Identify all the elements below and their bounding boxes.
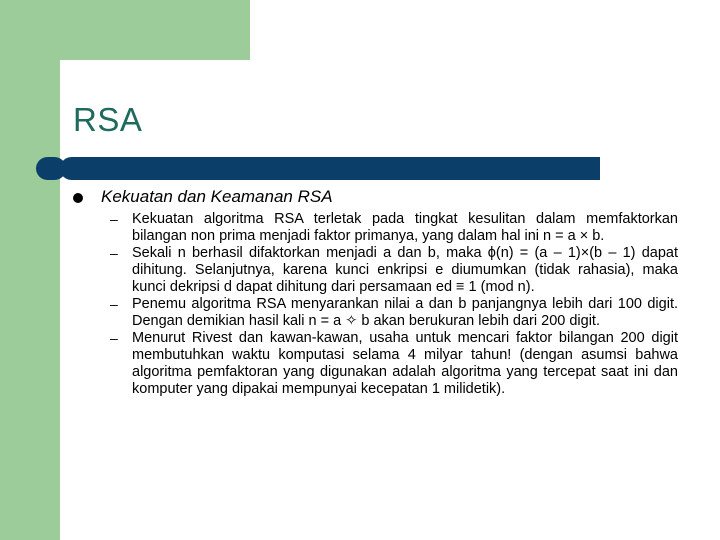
sub-bullet-item xyxy=(110,330,678,398)
slide-title: RSA xyxy=(73,101,143,138)
green-top-band xyxy=(0,0,250,60)
sub-bullet-item xyxy=(110,296,678,330)
sub-bullet-text: Menurut Rivest dan kawan-kawan, usaha untuk mencari faktor bilangan 200 digit membutuhkan waktu komputasi selama 4 milyar tahun! (dengan asumsi bahwa algoritma pemfaktoran yang digunakan adalah algoritma yang tercepat saat ini dan komputer yang dipakai mempunyai kecepatan 1 milidetik). xyxy=(132,330,678,397)
sub-bullet-item xyxy=(110,211,678,245)
dash-bullet: – xyxy=(110,296,118,312)
green-side-band xyxy=(0,0,60,540)
title-underline-bar xyxy=(60,157,600,180)
sub-bullet-text: Penemu algoritma RSA menyarankan nilai a dan b panjangnya lebih dari 100 digit. Dengan demikian hasil kali n = a ✧ b akan berukuran lebih dari 200 digit. xyxy=(132,296,678,329)
sub-bullet-text: Sekali n berhasil difaktorkan menjadi a dan b, maka ϕ(n) = (a – 1)×(b – 1) dapat dihitung. Selanjutnya, karena kunci enkripsi e diumumkan (tidak rahasia), maka kunci dekripsi d dapat dihitung dari persamaan ed ≡ 1 (mod n). xyxy=(132,245,678,295)
sub-bullet-item xyxy=(110,245,678,296)
dash-bullet: – xyxy=(110,330,118,346)
dash-bullet: – xyxy=(110,245,118,261)
dash-bullet: – xyxy=(110,211,118,227)
sub-bullet-text: Kekuatan algoritma RSA terletak pada tingkat kesulitan dalam memfaktorkan bilangan non prima menjadi faktor primanya, yang dalam hal ini n = a × b. xyxy=(132,211,678,244)
sub-bullet-list xyxy=(110,211,678,398)
main-bullet-dot xyxy=(73,193,83,203)
section-heading: Kekuatan dan Keamanan RSA xyxy=(101,187,333,206)
